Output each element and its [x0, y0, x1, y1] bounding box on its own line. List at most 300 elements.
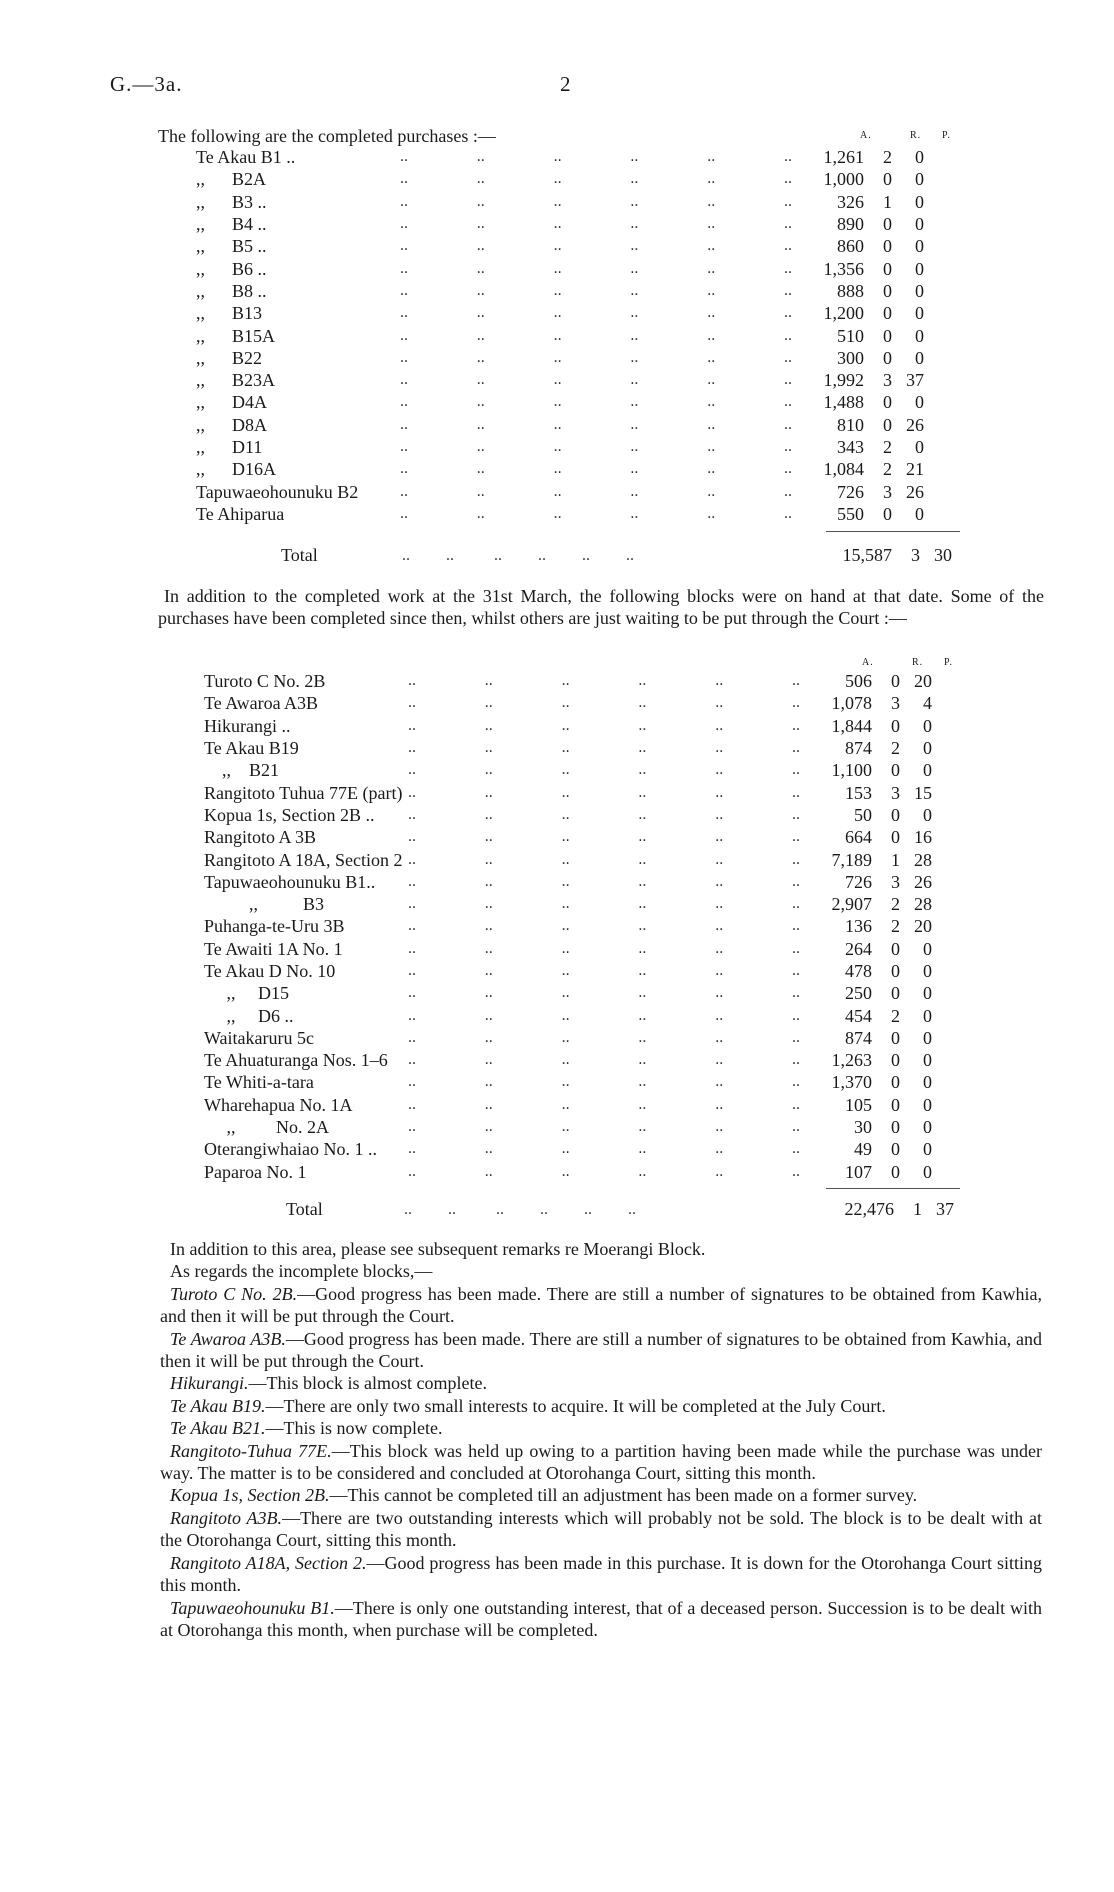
- table-row: [204, 960, 932, 982]
- perches-value: 16: [914, 827, 932, 848]
- block-name: Wharehapua No. 1A: [204, 1094, 353, 1115]
- table-row: [204, 871, 932, 893]
- acres-value: 49: [854, 1139, 872, 1160]
- roods-value: 0: [883, 169, 892, 190]
- acres-value: 1,263: [831, 1050, 872, 1071]
- table-row: [204, 804, 932, 826]
- leader-dots: .. .. .. .. .. ..: [408, 917, 800, 935]
- table-row: [196, 191, 924, 213]
- leader-dots: .. .. .. .. .. ..: [400, 326, 792, 344]
- table-row: [196, 280, 924, 302]
- acres-value: 810: [837, 414, 864, 435]
- roods-value: 0: [891, 760, 900, 781]
- leader-dots: .. .. .. .. .. ..: [408, 1073, 800, 1091]
- table-row: [204, 982, 932, 1004]
- remark-lead: Turoto C No. 2B.: [170, 1283, 298, 1304]
- on-hand-total-label: Total: [286, 1199, 323, 1219]
- block-name: ,, B6 ..: [196, 258, 267, 279]
- perches-value: 0: [923, 738, 932, 759]
- leader-dots: .. .. .. .. .. ..: [408, 672, 800, 690]
- roods-value: 0: [883, 347, 892, 368]
- block-name: ,, D15: [204, 983, 289, 1004]
- perches-value: 0: [923, 1139, 932, 1160]
- acres-value: 264: [845, 938, 872, 959]
- roods-value: 2: [891, 1005, 900, 1026]
- leader-dots: .. .. .. .. .. ..: [408, 694, 800, 712]
- roods-value: 0: [891, 1027, 900, 1048]
- perches-value: 0: [915, 325, 924, 346]
- remark-lead: Te Akau B19.: [170, 1395, 266, 1416]
- roods-value: 0: [891, 1117, 900, 1138]
- leader-dots: .. .. .. .. .. ..: [408, 739, 800, 757]
- col-head-roods: R.: [910, 130, 922, 141]
- acres-value: 478: [845, 961, 872, 981]
- roods-value: 0: [891, 715, 900, 736]
- leader-dots: .. .. .. .. .. ..: [408, 828, 800, 846]
- table-row: [196, 458, 924, 480]
- acres-value: 874: [845, 738, 872, 759]
- remark-paragraph: [160, 1372, 1042, 1394]
- acres-value: 136: [845, 916, 872, 937]
- perches-value: 0: [915, 169, 924, 190]
- table-row: [204, 938, 932, 960]
- block-name: ,, B15A: [196, 325, 276, 346]
- perches-value: 0: [923, 1117, 932, 1138]
- block-name: ,, B5 ..: [196, 236, 267, 257]
- perches-value: 0: [923, 1005, 932, 1026]
- leader-dots: .. .. .. .. .. ..: [408, 1118, 800, 1136]
- roods-value: 2: [891, 894, 900, 915]
- total-leader-dots-2: .. .. .. .. .. ..: [404, 1201, 636, 1218]
- leader-dots: .. .. .. .. .. ..: [408, 1006, 800, 1024]
- table-row: [196, 369, 924, 391]
- table-row: [204, 1004, 932, 1026]
- remark-text: —There is only one outstanding interest, that of a deceased person. Succession is to be dealt with at Otorohanga this month, when purchase will be completed.: [160, 1597, 1042, 1640]
- remarks-section: [160, 1238, 1042, 1641]
- table-row: [196, 168, 924, 190]
- roods-value: 0: [891, 1050, 900, 1071]
- perches-value: 20: [914, 671, 932, 692]
- table-row: [196, 213, 924, 235]
- leader-dots: .. .. .. .. .. ..: [400, 215, 792, 233]
- perches-value: 0: [915, 303, 924, 324]
- block-name: Te Awaroa A3B: [204, 693, 319, 714]
- completed-total-perches: 30: [934, 545, 952, 565]
- remark-paragraph: [160, 1440, 1042, 1485]
- completed-total-roods: 3: [911, 545, 920, 565]
- acres-value: 874: [845, 1027, 872, 1048]
- acres-value: 550: [837, 503, 864, 524]
- leader-dots: .. .. .. .. .. ..: [408, 716, 800, 734]
- perches-value: 0: [923, 715, 932, 736]
- remark-text: —Good progress has been made in this purchase. It is down for the Otorohanga Court sitting this month.: [160, 1552, 1042, 1596]
- roods-value: 0: [891, 961, 900, 981]
- leader-dots: .. .. .. .. .. ..: [400, 304, 792, 322]
- perches-value: 0: [915, 503, 924, 524]
- block-name: Te Akau D No. 10: [204, 961, 336, 981]
- table-row: [196, 503, 924, 525]
- acres-value: 726: [845, 871, 872, 892]
- remark-text: —This block was held up owing to a partition having been made while the purchase was under way. The matter is to be considered and concluded at Otorohanga Court, sitting this month.: [160, 1440, 1042, 1484]
- roods-value: 0: [883, 414, 892, 435]
- table-row: [196, 257, 924, 279]
- leader-dots: .. .. .. .. .. ..: [408, 1028, 800, 1046]
- remark-lead: Rangitoto A3B.: [170, 1507, 283, 1528]
- remark-paragraph: [160, 1552, 1042, 1597]
- table-row: [204, 893, 932, 915]
- perches-value: 0: [923, 938, 932, 959]
- remark-lead: Rangitoto-Tuhua 77E.: [170, 1440, 332, 1461]
- leader-dots: .. .. .. .. .. ..: [408, 1095, 800, 1113]
- table-row: [204, 781, 932, 803]
- acres-value: 1,356: [823, 258, 864, 279]
- block-name: ,, D11: [196, 437, 263, 457]
- leader-dots: .. .. .. .. .. ..: [400, 348, 792, 366]
- roods-value: 3: [883, 481, 892, 502]
- table-row: [204, 848, 932, 870]
- acres-value: 30: [854, 1117, 872, 1138]
- block-name: Hikurangi ..: [204, 715, 291, 736]
- table-row: [204, 692, 932, 714]
- roods-value: 0: [883, 503, 892, 524]
- perches-value: 0: [923, 760, 932, 781]
- block-name: ,, D16A: [196, 459, 276, 480]
- perches-value: 0: [923, 961, 932, 981]
- table-row: [204, 1027, 932, 1049]
- block-name: Paparoa No. 1: [204, 1161, 307, 1182]
- roods-value: 1: [891, 849, 900, 870]
- col-head-perches-2: P.: [944, 657, 953, 668]
- acres-value: 300: [837, 347, 864, 368]
- acres-value: 7,189: [831, 849, 872, 870]
- block-name: ,, B3: [204, 894, 325, 915]
- acres-value: 506: [845, 671, 872, 692]
- roods-value: 0: [891, 804, 900, 825]
- table-row: [204, 759, 932, 781]
- block-name: ,, D6 ..: [204, 1005, 294, 1026]
- block-name: ,, B8 ..: [196, 280, 267, 301]
- perches-value: 0: [915, 147, 924, 168]
- leader-dots: .. .. .. .. .. ..: [408, 1140, 800, 1158]
- acres-value: 1,000: [823, 169, 864, 190]
- on-hand-total-perches: 37: [936, 1199, 954, 1219]
- remark-paragraph: [160, 1238, 1042, 1260]
- remark-lead: Te Awaroa A3B.: [170, 1328, 286, 1349]
- remark-lead: Rangitoto A18A, Section 2.: [170, 1552, 367, 1573]
- leader-dots: .. .. .. .. .. ..: [408, 984, 800, 1002]
- leader-dots: .. .. .. .. .. ..: [408, 872, 800, 890]
- remark-paragraph: [160, 1260, 1042, 1282]
- leader-dots: .. .. .. .. .. ..: [400, 415, 792, 433]
- acres-value: 1,200: [823, 303, 864, 324]
- acres-value: 250: [845, 983, 872, 1004]
- remark-paragraph: [160, 1395, 1042, 1417]
- leader-dots: .. .. .. .. .. ..: [400, 281, 792, 299]
- roods-value: 0: [891, 938, 900, 959]
- acres-value: 1,084: [823, 459, 864, 480]
- on-hand-intro-text: In addition to the completed work at the 31st March, the following blocks were on hand at that date. Some of the purchases have been completed since then, whilst others are just waiting to be put through the Court :—: [158, 586, 1044, 629]
- leader-dots: .. .. .. .. .. ..: [400, 170, 792, 188]
- perches-value: 0: [915, 347, 924, 368]
- acres-value: 1,992: [823, 370, 864, 391]
- acres-value: 326: [837, 191, 864, 212]
- roods-value: 2: [891, 738, 900, 759]
- roods-value: 0: [883, 303, 892, 324]
- remark-lead: Tapuwaeohounuku B1.: [170, 1597, 335, 1618]
- roods-value: 0: [883, 392, 892, 413]
- total-leader-dots: .. .. .. .. .. ..: [402, 547, 634, 564]
- remark-text: —Good progress has been made. There are still a number of signatures to be obtained from Kawhia, and then it will be put through the Court.: [160, 1328, 1042, 1372]
- block-name: Tapuwaeohounuku B1..: [204, 871, 376, 892]
- block-name: Te Akau B19: [204, 738, 299, 759]
- table-row: [196, 391, 924, 413]
- table-row: [196, 347, 924, 369]
- remark-text: —This block is almost complete.: [248, 1373, 487, 1394]
- acres-value: 1,370: [831, 1072, 872, 1093]
- total-rule-2: [826, 1188, 960, 1189]
- table-row: [204, 1049, 932, 1071]
- roods-value: 3: [883, 370, 892, 391]
- block-name: Te Akau B1 ..: [196, 147, 296, 168]
- block-name: ,, No. 2A: [204, 1117, 329, 1138]
- block-name: ,, B2A: [196, 169, 267, 190]
- col-head-acres-2: A.: [862, 657, 874, 668]
- col-head-acres: A.: [860, 130, 872, 141]
- leader-dots: .. .. .. .. .. ..: [408, 1162, 800, 1180]
- total-rule: [826, 531, 960, 532]
- block-name: ,, B4 ..: [196, 214, 267, 235]
- completed-total-acres: 15,587: [842, 545, 892, 565]
- perches-value: 21: [906, 459, 924, 480]
- block-name: Turoto C No. 2B: [204, 671, 326, 692]
- on-hand-blocks-table: [204, 670, 932, 1183]
- remark-paragraph: [160, 1328, 1042, 1373]
- leader-dots: .. .. .. .. .. ..: [408, 895, 800, 913]
- remark-text: —There are two outstanding interests which will probably not be sold. The block is to be dealt with at the Otorohanga Court, sitting this month.: [160, 1507, 1043, 1551]
- perches-value: 0: [915, 236, 924, 257]
- block-name: Rangitoto A 18A, Section 2: [204, 849, 403, 870]
- document-reference: G.—3a.: [110, 72, 183, 96]
- block-name: Te Ahuaturanga Nos. 1–6: [204, 1050, 388, 1071]
- leader-dots: .. .. .. .. .. ..: [400, 148, 792, 166]
- remark-text: —This cannot be completed till an adjustment has been made on a former survey.: [329, 1485, 918, 1506]
- col-head-perches: P.: [942, 130, 951, 141]
- table-row: [204, 737, 932, 759]
- table-row: [196, 146, 924, 168]
- roods-value: 1: [883, 191, 892, 212]
- on-hand-total-roods: 1: [913, 1199, 922, 1219]
- perches-value: 15: [914, 782, 932, 803]
- perches-value: 0: [923, 804, 932, 825]
- remark-paragraph: [160, 1417, 1042, 1439]
- table-row: [196, 324, 924, 346]
- leader-dots: .. .. .. .. .. ..: [408, 850, 800, 868]
- roods-value: 3: [891, 693, 900, 714]
- block-name: Kopua 1s, Section 2B ..: [204, 804, 375, 825]
- roods-value: 0: [883, 325, 892, 346]
- table-row: [196, 235, 924, 257]
- table-row: [204, 1161, 932, 1183]
- acres-value: 153: [845, 782, 872, 803]
- acres-value: 105: [845, 1094, 872, 1115]
- acres-value: 1,488: [823, 392, 864, 413]
- perches-value: 0: [923, 1094, 932, 1115]
- table-row: [204, 915, 932, 937]
- perches-value: 37: [906, 370, 924, 391]
- acres-value: 510: [837, 325, 864, 346]
- perches-value: 28: [914, 894, 932, 915]
- block-name: Puhanga-te-Uru 3B: [204, 916, 345, 937]
- table-row: [196, 414, 924, 436]
- acres-value: 1,078: [831, 693, 872, 714]
- leader-dots: .. .. .. .. .. ..: [408, 761, 800, 779]
- acres-value: 50: [854, 804, 872, 825]
- block-name: ,, B23A: [196, 370, 276, 391]
- leader-dots: .. .. .. .. .. ..: [400, 482, 792, 500]
- leader-dots: .. .. .. .. .. ..: [400, 192, 792, 210]
- leader-dots: .. .. .. .. .. ..: [408, 783, 800, 801]
- completed-total-label: Total: [281, 545, 318, 565]
- roods-value: 0: [891, 1072, 900, 1093]
- perches-value: 0: [923, 1161, 932, 1182]
- table-row: [204, 1071, 932, 1093]
- col-head-roods-2: R.: [912, 657, 924, 668]
- perches-value: 0: [915, 437, 924, 457]
- block-name: Te Ahiparua: [196, 503, 285, 524]
- roods-value: 0: [891, 983, 900, 1004]
- acres-value: 2,907: [831, 894, 872, 915]
- page-number: 2: [560, 72, 571, 96]
- perches-value: 20: [914, 916, 932, 937]
- acres-value: 1,844: [831, 715, 872, 736]
- roods-value: 2: [883, 437, 892, 457]
- table-row: [196, 302, 924, 324]
- block-name: Rangitoto A 3B: [204, 827, 317, 848]
- completed-purchases-table: [196, 146, 924, 525]
- perches-value: 0: [923, 1050, 932, 1071]
- block-name: Waitakaruru 5c: [204, 1027, 314, 1048]
- roods-value: 0: [891, 1161, 900, 1182]
- roods-value: 2: [891, 916, 900, 937]
- perches-value: 0: [915, 280, 924, 301]
- acres-value: 726: [837, 481, 864, 502]
- acres-value: 1,100: [831, 760, 872, 781]
- remark-text: —This is now complete.: [265, 1418, 443, 1439]
- roods-value: 0: [883, 258, 892, 279]
- acres-value: 107: [845, 1161, 872, 1182]
- perches-value: 0: [923, 1027, 932, 1048]
- perches-value: 26: [906, 481, 924, 502]
- block-name: ,, D4A: [196, 392, 267, 413]
- block-name: ,, D8A: [196, 414, 267, 435]
- roods-value: 0: [883, 280, 892, 301]
- remark-lead: Te Akau B21.: [170, 1418, 266, 1439]
- perches-value: 0: [915, 392, 924, 413]
- table-row: [204, 715, 932, 737]
- block-name: Rangitoto Tuhua 77E (part): [204, 782, 403, 803]
- perches-value: 26: [906, 414, 924, 435]
- roods-value: 2: [883, 147, 892, 168]
- roods-value: 0: [891, 1139, 900, 1160]
- table-row: [204, 670, 932, 692]
- table-row: [196, 480, 924, 502]
- table-row: [196, 436, 924, 458]
- remark-paragraph: [160, 1597, 1042, 1642]
- leader-dots: .. .. .. .. .. ..: [408, 805, 800, 823]
- perches-value: 0: [915, 214, 924, 235]
- perches-value: 28: [914, 849, 932, 870]
- roods-value: 0: [883, 214, 892, 235]
- roods-value: 0: [891, 1094, 900, 1115]
- perches-value: 0: [923, 983, 932, 1004]
- roods-value: 0: [883, 236, 892, 257]
- block-name: ,, B21: [204, 760, 280, 781]
- leader-dots: .. .. .. .. .. ..: [408, 939, 800, 957]
- roods-value: 0: [891, 671, 900, 692]
- block-name: Te Whiti-a-tara: [204, 1072, 314, 1093]
- leader-dots: .. .. .. .. .. ..: [400, 371, 792, 389]
- acres-value: 1,261: [823, 147, 864, 168]
- perches-value: 0: [915, 191, 924, 212]
- on-hand-total-acres: 22,476: [844, 1199, 894, 1219]
- acres-value: 860: [837, 236, 864, 257]
- acres-value: 890: [837, 214, 864, 235]
- table-row: [204, 1116, 932, 1138]
- leader-dots: .. .. .. .. .. ..: [400, 438, 792, 455]
- leader-dots: .. .. .. .. .. ..: [400, 259, 792, 277]
- roods-value: 0: [891, 827, 900, 848]
- leader-dots: .. .. .. .. .. ..: [408, 1051, 800, 1069]
- remark-text: As regards the incomplete blocks,—: [170, 1261, 433, 1282]
- acres-value: 664: [845, 827, 872, 848]
- remark-lead: Hikurangi.: [170, 1373, 249, 1394]
- remark-paragraph: [160, 1484, 1042, 1506]
- on-hand-intro: [158, 585, 1044, 630]
- leader-dots: .. .. .. .. .. ..: [400, 504, 792, 522]
- roods-value: 3: [891, 782, 900, 803]
- table-row: [204, 1138, 932, 1160]
- block-name: ,, B3 ..: [196, 191, 267, 212]
- roods-value: 3: [891, 871, 900, 892]
- acres-value: 343: [837, 437, 864, 457]
- perches-value: 0: [915, 258, 924, 279]
- perches-value: 4: [923, 693, 932, 714]
- block-name: Oterangiwhaiao No. 1 ..: [204, 1139, 377, 1160]
- leader-dots: .. .. .. .. .. ..: [400, 393, 792, 411]
- leader-dots: .. .. .. .. .. ..: [400, 237, 792, 255]
- acres-value: 454: [845, 1005, 872, 1026]
- remark-text: —Good progress has been made. There are still a number of signatures to be obtained from Kawhia, and then it will be put through the Court.: [160, 1283, 1042, 1327]
- remark-paragraph: [160, 1507, 1042, 1552]
- acres-value: 888: [837, 280, 864, 301]
- leader-dots: .. .. .. .. .. ..: [408, 962, 800, 979]
- table-row: [204, 1094, 932, 1116]
- remark-lead: Kopua 1s, Section 2B.: [170, 1485, 330, 1506]
- remark-paragraph: [160, 1283, 1042, 1328]
- table-row: [204, 826, 932, 848]
- leader-dots: .. .. .. .. .. ..: [400, 460, 792, 478]
- remark-text: In addition to this area, please see subsequent remarks re Moerangi Block.: [170, 1239, 706, 1259]
- perches-value: 0: [923, 1072, 932, 1093]
- completed-intro: The following are the completed purchases :—: [158, 126, 496, 146]
- block-name: ,, B13: [196, 303, 263, 324]
- roods-value: 2: [883, 459, 892, 480]
- block-name: Tapuwaeohounuku B2: [196, 481, 359, 502]
- block-name: Te Awaiti 1A No. 1: [204, 938, 343, 959]
- remark-text: —There are only two small interests to acquire. It will be completed at the July Court.: [265, 1395, 886, 1416]
- perches-value: 26: [914, 871, 932, 892]
- block-name: ,, B22: [196, 347, 263, 368]
